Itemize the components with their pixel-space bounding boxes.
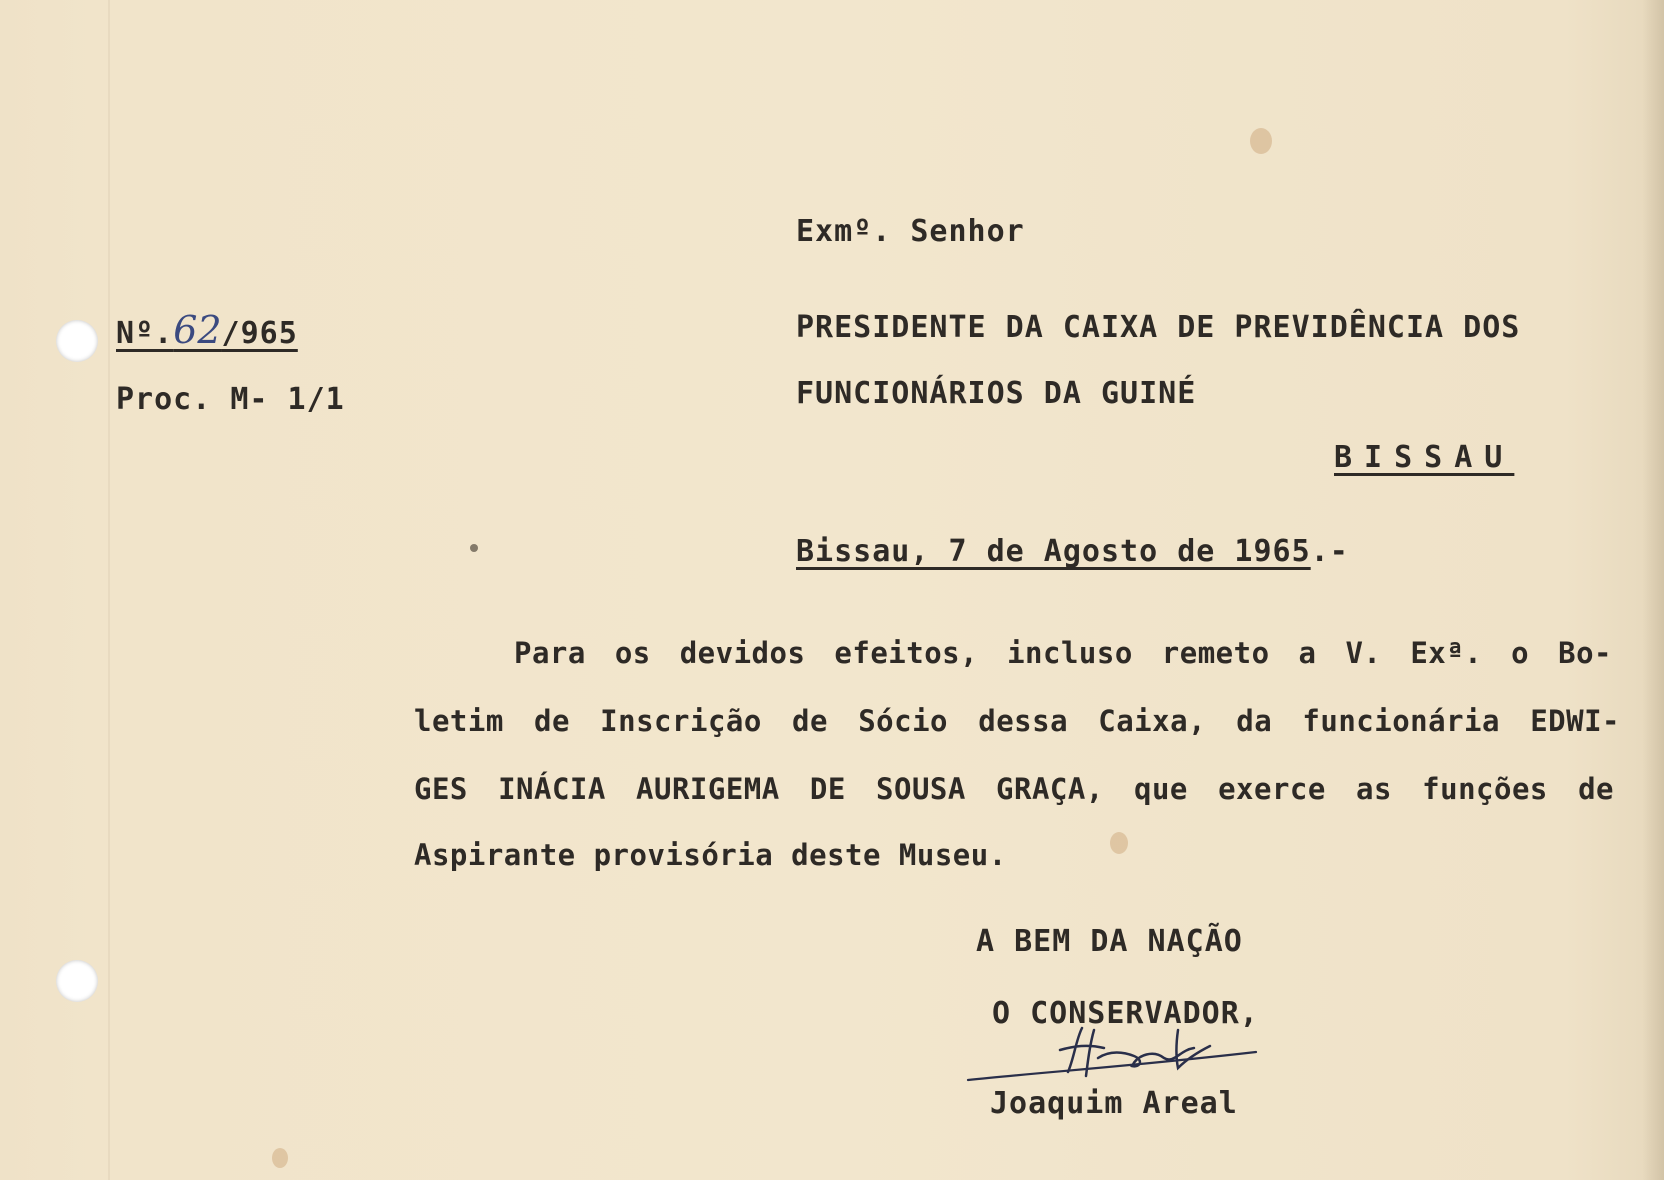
addressee-line-2: FUNCIONÁRIOS DA GUINÉ <box>796 376 1197 411</box>
body-line-3: GES INÁCIA AURIGEMA DE SOUSA GRAÇA, que exerce as funções de <box>414 772 1614 806</box>
handwritten-number: 62 <box>173 308 222 352</box>
date-line <box>796 534 1349 569</box>
addressee-line-1: PRESIDENTE DA CAIXA DE PREVIDÊNCIA DOS <box>796 310 1521 345</box>
reference-number-suffix: /965 <box>221 316 298 351</box>
paper-edge-shadow <box>1642 0 1664 1180</box>
closing-title: O CONSERVADOR, <box>992 996 1259 1031</box>
foxing-spot <box>470 544 478 552</box>
body-line-2: letim de Inscrição de Sócio dessa Caixa, da funcionária EDWI- <box>414 704 1620 738</box>
process-reference: Proc. M- 1/1 <box>116 382 345 417</box>
reference-number <box>116 308 298 352</box>
salutation: Exmº. Senhor <box>796 214 1025 249</box>
date-suffix: .- <box>1310 534 1349 569</box>
reference-number-prefix: Nº. <box>116 316 174 351</box>
foxing-spot <box>1250 128 1272 154</box>
punch-hole-top <box>56 320 98 362</box>
closing-motto: A BEM DA NAÇÃO <box>976 924 1243 959</box>
addressee-city: BISSAU <box>1334 440 1515 475</box>
date-text: Bissau, 7 de Agosto de 1965 <box>796 534 1311 569</box>
body-line-4: Aspirante provisória deste Museu. <box>414 838 1007 872</box>
signatory-name: Joaquim Areal <box>990 1086 1238 1121</box>
body-line-1: Para os devidos efeitos, incluso remeto a V. Exª. o Bo- <box>514 636 1612 670</box>
paper-fold <box>108 0 110 1180</box>
foxing-spot <box>1110 832 1128 854</box>
foxing-spot <box>272 1148 288 1168</box>
punch-hole-bottom <box>56 960 98 1002</box>
